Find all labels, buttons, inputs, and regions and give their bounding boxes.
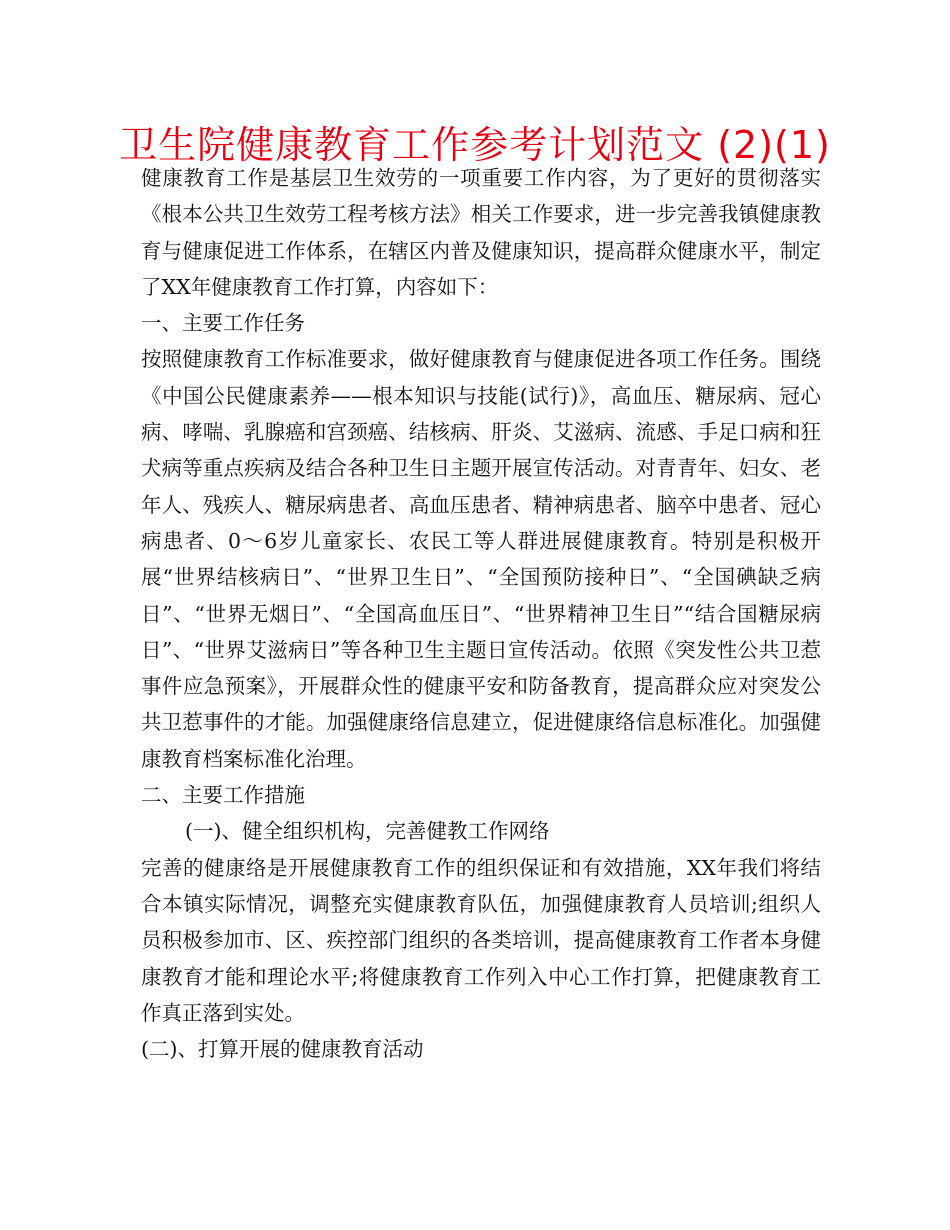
document-body bbox=[141, 160, 821, 1067]
subsection-heading-activities: (二)、打算开展的健康教育活动 bbox=[141, 1037, 424, 1062]
section-heading-tasks: 一、主要工作任务 bbox=[141, 311, 305, 336]
section-heading-measures: 二、主要工作措施 bbox=[141, 783, 305, 808]
intro-paragraph: 健康教育工作是基层卫生效劳的一项重要工作内容，为了更好的贯彻落实《根本公共卫生效劳工程考核方法》相关工作要求，进一步完善我镇健康教育与健康促进工作体系，在辖区内普及健康知识，提高群众健康水平，制定了XX年健康教育工作打算，内容如下： bbox=[141, 166, 821, 299]
organization-paragraph: 完善的健康络是开展健康教育工作的组织保证和有效措施，XX年我们将结合本镇实际情况，调整充实健康教育队伍，加强健康教育人员培训;组织人员积极参加市、区、疾控部门组织的各类培训，提高健康教育工作者本身健康教育才能和理论水平;将健康教育工作列入中心工作打算，把健康教育工作真正落到实处。 bbox=[141, 855, 821, 1025]
subsection-heading-organization: (一)、健全组织机构，完善健教工作网络 bbox=[185, 819, 550, 844]
document-title: 卫生院健康教育工作参考计划范文 (2)(1) bbox=[119, 123, 831, 167]
tasks-paragraph: 按照健康教育工作标准要求，做好健康教育与健康促进各项工作任务。围绕《中国公民健康素养——根本知识与技能(试行)》，高血压、糖尿病、冠心病、哮喘、乳腺癌和宫颈癌、结核病、肝炎、艾滋病、流感、手足口病和狂犬病等重点疾病及结合各种卫生日主题开展宣传活动。对青青年、妇女、老年人、残疾人、糖尿病患者、高血压患者、精神病患者、脑卒中患者、冠心病患者、0～6岁儿童家长、农民工等人群进展健康教育。特别是积极开展“世界结核病日”、“世界卫生日”、“全国预防接种日”、“全国碘缺乏病日”、“世界无烟日”、“全国高血压日”、“世界精神卫生日”“结合国糖尿病日”、“世界艾滋病日”等各种卫生主题日宣传活动。依照《突发性公共卫惹事件应急预案》，开展群众性的健康平安和防备教育，提高群众应对突发公共卫惹事件的才能。加强健康络信息建立，促进健康络信息标准化。加强健康教育档案标准化治理。 bbox=[141, 347, 821, 771]
